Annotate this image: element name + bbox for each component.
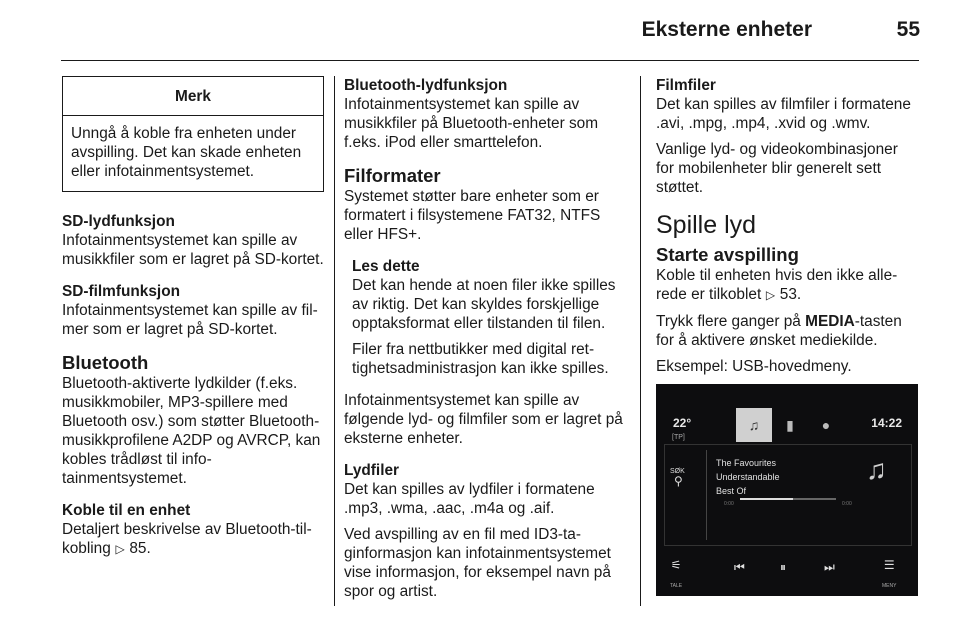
audio-files-heading: Lydfiler <box>344 462 400 479</box>
audio-files-section <box>344 461 626 601</box>
start-text-2-pre: Trykk flere ganger på <box>656 313 806 330</box>
screen-control-bar <box>656 552 918 590</box>
audio-files-text-1: Det kan spilles av lydfiler i formatene .mp3, .wma, .aac, .m4a og .aif. <box>344 481 595 517</box>
screen-progress-fill <box>740 498 793 500</box>
previous-track-icon: ⏮ <box>734 560 745 574</box>
column-3 <box>656 76 920 596</box>
connect-body: Detaljert beskrivelse av Bluetooth-tilkobling <box>62 521 312 557</box>
screen-prev-button <box>734 558 745 577</box>
info-circle-icon: ● <box>821 416 831 433</box>
screen-menu-label: MENY <box>882 583 897 589</box>
screen-track-album: Best Of <box>716 486 747 496</box>
connect-ref-page: 85. <box>129 540 151 557</box>
screen-time-total: 0:00 <box>842 501 852 507</box>
screen-tabs <box>736 408 844 442</box>
start-text-3: Eksempel: USB-hovedmeny. <box>656 358 852 375</box>
start-text-1 <box>656 266 920 305</box>
bt-audio-heading: Bluetooth-lydfunksjon <box>344 77 508 94</box>
video-files-section <box>656 76 920 197</box>
column-2 <box>344 76 626 614</box>
screen-time-elapsed: 0:00 <box>724 501 734 507</box>
formats-section <box>344 165 626 244</box>
header-rule <box>61 60 919 61</box>
sd-audio-heading: SD-lydfunksjon <box>62 213 175 230</box>
audio-files-text-2: Ved avspilling av en fil med ID3-taginformasjon kan infotainmentsystemet vise informasjon, for eksempel navn på spor og artist. <box>344 526 611 600</box>
sd-video-section <box>62 282 324 339</box>
video-files-text-2: Vanlige lyd- og videokombinasjoner for mobilenheter blir generelt sett støttet. <box>656 141 898 196</box>
play-section-heading: Spille lyd <box>656 211 757 239</box>
video-files-heading: Filmfiler <box>656 77 716 94</box>
formats-heading: Filformater <box>344 165 441 186</box>
start-body-1: Koble til enheten hvis den ikke allerede er tilkoblet <box>656 267 898 303</box>
bluetooth-text: Bluetooth-aktiverte lydkilder (f.eks. musikkmobiler, MP3-spillere med Bluetooth osv.) som støtter Bluetooth-musikkprofilene A2DP og AVRCP, kan kobles trådløst til infotainmentsystemet. <box>62 375 321 487</box>
screen-next-button <box>824 558 835 577</box>
usb-main-menu-screenshot <box>656 384 918 596</box>
page-title: Eksterne enheter <box>641 18 812 41</box>
sd-audio-section <box>62 212 324 269</box>
next-track-icon: ⏭ <box>824 560 835 574</box>
sd-video-heading: SD-filmfunksjon <box>62 283 180 300</box>
column-divider-1 <box>334 76 335 606</box>
playback-intro: Infotainmentsystemet kan spille av følgende lyd- og filmfiler som er lagret på eksterne enheter. <box>344 392 623 447</box>
search-icon: ⚲ <box>674 474 683 488</box>
screen-track-artist: Understandable <box>716 472 780 482</box>
note-box <box>62 76 324 192</box>
caution-text-2: Filer fra nettbutikker med digital rettighetsadministrasjon kan ikke spilles. <box>352 341 609 377</box>
start-section <box>656 244 920 376</box>
connect-section <box>62 501 324 559</box>
start-text-2-post: -tasten for å aktivere ønsket mediekilde. <box>656 313 902 349</box>
pause-icon: ⏸ <box>780 560 787 574</box>
screen-temperature: 22° <box>673 416 692 430</box>
screen-menu-button <box>882 556 896 596</box>
start-text-2 <box>656 312 920 350</box>
screen-tp-indicator: [TP] <box>672 434 685 441</box>
screen-talk-label: TALE <box>670 583 683 589</box>
video-files-text-1: Det kan spilles av filmfiler i formatene .avi, .mpg, .mp4, .xvid og .wmv. <box>656 96 911 132</box>
note-body: Unngå å koble fra enheten under avspilling. Det kan skade enheten eller infotainmentsystemet. <box>71 125 302 180</box>
screen-talk-button <box>670 556 682 596</box>
page-ref-icon: ▷ <box>765 288 776 302</box>
device-icon: ▮ <box>786 416 794 433</box>
screen-pause-button <box>780 558 786 577</box>
sd-video-text: Infotainmentsystemet kan spille av filmer som er lagret på SD-kortet. <box>62 302 318 338</box>
bluetooth-section <box>62 352 324 488</box>
screen-panel-divider <box>706 450 707 540</box>
connect-text <box>62 520 324 559</box>
album-art-note-icon: ♫ <box>866 454 887 485</box>
music-note-icon: ♫ <box>736 408 772 442</box>
start-heading: Starte avspilling <box>656 244 799 265</box>
connect-heading: Koble til en enhet <box>62 502 191 519</box>
screen-track-title: The Favourites <box>716 458 777 468</box>
media-key-label: MEDIA <box>805 313 855 330</box>
caution-text-1: Det kan hende at noen filer ikke spilles av riktig. Det kan skyldes forskjellige opptaksformat eller tilstanden til filen. <box>352 277 616 332</box>
screen-progress-bar <box>740 498 836 500</box>
formats-text: Systemet støtter bare enheter som er formatert i filsystemene FAT32, NTFS eller HFS+. <box>344 188 601 243</box>
bt-audio-text: Infotainmentsystemet kan spille av musikkfiler på Bluetooth-enheter som f.eks. iPod eller smarttelefon. <box>344 96 599 151</box>
bluetooth-heading: Bluetooth <box>62 352 149 373</box>
voice-icon: ⚟ <box>670 558 682 572</box>
bt-audio-section <box>344 76 626 152</box>
page-ref-icon: ▷ <box>115 542 125 556</box>
start-ref-page: 53. <box>779 286 802 303</box>
screen-search-label: SØK <box>670 468 685 475</box>
page-number: 55 <box>896 18 920 41</box>
caution-heading: Les dette <box>352 258 420 275</box>
sd-audio-text: Infotainmentsystemet kan spille av musikkfiler som er lagret på SD-kortet. <box>62 232 324 268</box>
column-divider-2 <box>640 76 641 606</box>
screen-clock: 14:22 <box>871 416 902 430</box>
caution-section <box>344 257 626 378</box>
column-1 <box>62 76 324 572</box>
menu-list-icon: ☰ <box>883 558 895 572</box>
note-heading: Merk <box>63 77 323 116</box>
